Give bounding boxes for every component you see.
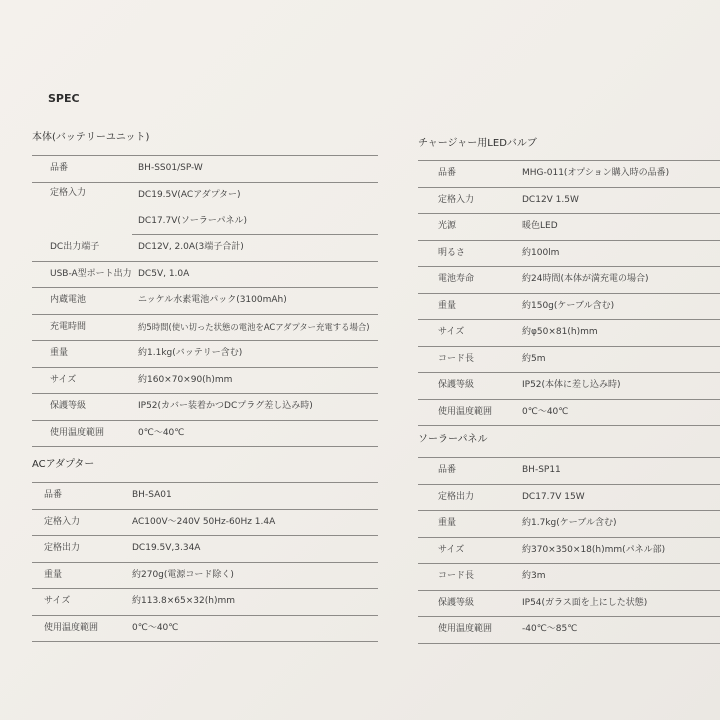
spec-label: コード長: [438, 571, 475, 581]
spec-label: 品番: [438, 168, 457, 178]
spec-label: 使用温度範囲: [44, 622, 99, 633]
spec-value: 約160×70×90(h)mm: [138, 374, 233, 385]
spec-row: [418, 188, 720, 215]
spec-value: -40℃〜85℃: [522, 624, 578, 634]
spec-row: [418, 617, 720, 644]
battery-unit-section: [32, 130, 378, 447]
spec-label: サイズ: [44, 596, 71, 606]
spec-row: [32, 483, 378, 510]
spec-value: DC17.7V 15W: [522, 491, 585, 502]
spec-value: DC19.5V(ACアダプター): [138, 189, 241, 200]
ac-adapter-section: [32, 457, 378, 642]
spec-row: [418, 511, 720, 538]
spec-row: [418, 373, 720, 400]
spec-value: BH-SA01: [132, 490, 172, 500]
spec-row: [418, 267, 720, 294]
spec-row: [32, 536, 378, 563]
spec-row: [32, 563, 378, 590]
spec-label: 明るさ: [438, 247, 466, 258]
spec-value: 0℃〜40℃: [138, 427, 185, 438]
spec-row: [418, 241, 720, 268]
spec-row: [418, 161, 720, 188]
spec-value: 約270g(電源コード除く): [132, 569, 234, 580]
spec-label: 使用温度範囲: [50, 427, 105, 438]
spec-row: [32, 262, 378, 289]
spec-row: [32, 510, 378, 537]
spec-value: 約3m: [522, 571, 546, 581]
spec-row: [132, 209, 378, 236]
spec-label: サイズ: [438, 544, 465, 555]
spec-row: [418, 320, 720, 347]
spec-label: 使用温度範囲: [438, 624, 493, 634]
spec-value: DC12V 1.5W: [522, 194, 579, 205]
spec-value: 約150g(ケーブル含む): [522, 300, 615, 311]
spec-row: [32, 616, 378, 643]
spec-label: コード長: [438, 353, 475, 364]
spec-label: 重量: [438, 300, 457, 311]
spec-value: 約1.1kg(バッテリー含む): [138, 348, 243, 358]
spec-value: 0℃〜40℃: [522, 406, 569, 417]
led-bulb-section: [418, 136, 720, 426]
spec-row: [32, 394, 378, 421]
spec-value: 約24時間(本体が満充電の場合): [522, 274, 649, 284]
spec-label: 電池寿命: [438, 274, 475, 284]
spec-label: 重量: [44, 569, 63, 580]
led-bulb-title: チャージャー用LEDバルブ: [418, 138, 537, 149]
spec-row: [32, 288, 378, 315]
spec-row: [32, 315, 378, 342]
spec-value: BH-SS01/SP-W: [138, 163, 203, 173]
spec-label: 品番: [50, 163, 69, 173]
spec-value: 約5時間(使い切った状態の電池をACアダプター充電する場合): [138, 321, 370, 332]
spec-value: DC5V, 1.0A: [138, 268, 190, 279]
spec-value: 約1.7kg(ケーブル含む): [522, 518, 617, 528]
spec-row: [418, 347, 720, 374]
spec-label: 使用温度範囲: [438, 406, 493, 417]
spec-label: 定格入力: [438, 194, 475, 205]
spec-label: 保護等級: [50, 401, 87, 411]
ac-adapter-title: ACアダプター: [32, 459, 95, 470]
spec-value: IP54(ガラス面を上にした状態): [522, 597, 648, 608]
spec-value: DC12V, 2.0A(3端子合計): [138, 242, 244, 252]
spec-row: [418, 400, 720, 427]
spec-row: [32, 156, 378, 183]
spec-label: 保護等級: [438, 380, 475, 390]
spec-value: IP52(本体に差し込み時): [522, 380, 621, 390]
spec-label: 定格出力: [438, 491, 475, 502]
spec-label: 内蔵電池: [50, 295, 87, 305]
spec-value: 約5m: [522, 353, 546, 364]
spec-label: 光源: [438, 221, 457, 231]
spec-value: 0℃〜40℃: [132, 622, 179, 633]
spec-label: 品番: [438, 465, 457, 475]
spec-row: [418, 294, 720, 321]
spec-row: [418, 564, 720, 591]
spec-label: 保護等級: [438, 597, 475, 608]
spec-label: 品番: [44, 490, 63, 500]
spec-row: [418, 485, 720, 512]
spec-row: [418, 538, 720, 565]
spec-value: 約φ50×81(h)mm: [522, 327, 598, 337]
spec-value: 暖色LED: [522, 221, 558, 231]
spec-label: 定格出力: [44, 543, 81, 553]
spec-label: 重量: [438, 518, 457, 528]
spec-row: [32, 183, 378, 209]
spec-value: DC17.7V(ソーラーパネル): [138, 215, 247, 226]
spec-label: DC出力端子: [50, 242, 100, 252]
spec-row: [418, 591, 720, 618]
spec-row: [32, 421, 378, 448]
spec-heading: SPEC: [48, 92, 80, 105]
spec-row: [418, 458, 720, 485]
spec-label: サイズ: [438, 327, 465, 337]
spec-value: MHG-011(オプション購入時の品番): [522, 168, 670, 178]
spec-label: サイズ: [50, 374, 77, 385]
spec-label: 定格入力: [44, 516, 81, 527]
spec-row: [418, 214, 720, 241]
solar-panel-title: ソーラーパネル: [418, 434, 488, 445]
spec-value: 約100lm: [522, 247, 560, 258]
spec-value: IP52(カバー装着かつDCプラグ差し込み時): [138, 401, 313, 411]
battery-unit-title: 本体(バッテリーユニット): [32, 132, 150, 143]
spec-value: 約113.8×65×32(h)mm: [132, 596, 236, 606]
spec-label: 定格入力: [50, 187, 87, 198]
spec-value: DC19.5V,3.34A: [132, 543, 201, 553]
spec-value: AC100V〜240V 50Hz-60Hz 1.4A: [132, 516, 276, 527]
spec-row: [32, 341, 378, 368]
spec-value: ニッケル水素電池パック(3100mAh): [138, 295, 287, 305]
spec-value: BH-SP11: [522, 465, 561, 475]
spec-row: [32, 235, 378, 262]
solar-panel-section: [418, 432, 720, 644]
spec-label: 重量: [50, 348, 69, 358]
spec-label: USB-A型ポート出力: [50, 268, 132, 279]
spec-row: [32, 589, 378, 616]
spec-value: 約370×350×18(h)mm(パネル部): [522, 544, 666, 555]
spec-row: [32, 368, 378, 395]
spec-label: 充電時間: [50, 321, 87, 332]
